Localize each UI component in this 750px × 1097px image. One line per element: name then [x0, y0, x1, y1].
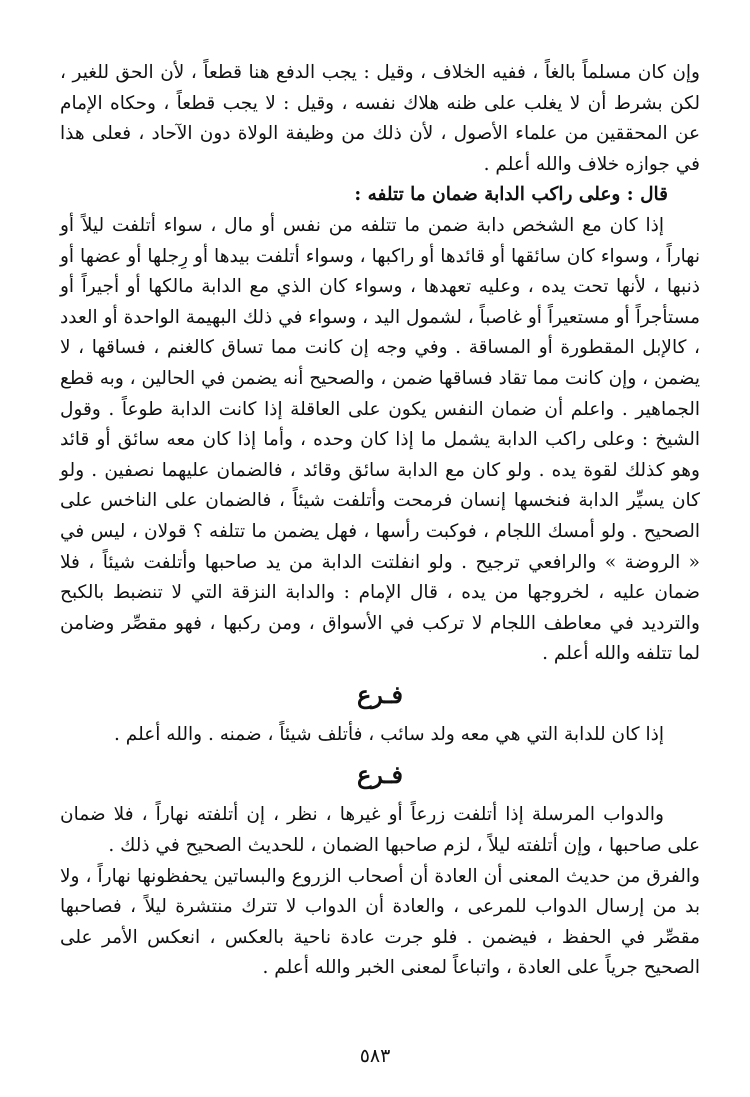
paragraph-opening: وإن كان مسلماً بالغاً ، ففيه الخلاف ، وقيل : يجب الدفع هنا قطعاً ، لأن الحق للغير ، لكن بشرط أن لا يغلب على ظنه هلاك نفسه ، وقيل : لا يجب قطعاً ، وحكاه الإمام عن المحققين من علماء الأصول ، لأن ذلك من وظيفة الولاة دون الآحاد ، فعلى هذا في جوازه خلاف والله أعلم .	[60, 62, 700, 175]
section-title: قال : وعلى راكب الدابة ضمان ما تتلفه :	[354, 184, 668, 206]
page-number: ٥٨٣	[359, 1045, 391, 1067]
paragraph-rider-liability: إذا كان مع الشخص دابة ضمن ما تتلفه من نفس أو مال ، سواء أتلفت ليلاً أو نهاراً ، وسواء كان سائقها أو قائدها أو راكبها ، وسواء أتلفت بيدها أو رِجلها أو عضها أو ذنبها ، لأنها تحت يده ، وعليه تعهدها ، وسواء كان الذي مع الدابة مالكها أو أجيراً أو مستأجراً أو مستعيراً أو غاصباً ، لشمول اليد ، وسواء في ذلك البهيمة الواحدة أو العدد ، كالإبل المقطورة أو المساقة . وفي وجه إن كانت مما تساق كالغنم ، فساقها ، لا يضمن ، وإن كانت مما تقاد فساقها ضمن ، والصحيح أنه يضمن في الحالين ، وبه قطع الجماهير . واعلم أن ضمان النفس يكون على العاقلة إذا كانت الدابة طوعاً . وقول الشيخ : وعلى راكب الدابة يشمل ما إذا كان وحده ، وأما إذا كان معه سائق أو قائد وهو كذلك لقوة يده . ولو كان مع الدابة سائق وقائد ، فالضمان عليهما نصفين . ولو كان يسيِّر الدابة فنخسها إنسان فرمحت وأتلفت شيئاً ، فالضمان على الناخس على الصحيح . ولو أمسك اللجام ، فوكبت رأسها ، فهل يضمن ما تتلفه ؟ قولان ، ليس في « الروضة » والرافعي ترجيح . ولو انفلتت الدابة من يد صاحبها وأتلفت شيئاً ، فلا ضمان عليه ، لخروجها من يده ، قال الإمام : والدابة النزقة التي لا تنضبط بالكبح والترديد في معاطف اللجام لا تركب في الأسواق ، ومن ركبها ، فهو مقصِّر وضامن لما تتلفه والله أعلم .	[60, 214, 700, 665]
page-body	[60, 58, 700, 984]
paragraph-distinction: والفرق من حديث المعنى أن العادة أن أصحاب الزروع والبساتين يحفظونها نهاراً ، ولا بد من إرسال الدواب للمرعى ، والعادة أن الدواب لا تترك منتشرة ليلاً ، فصاحبها مقصِّر في الحفظ ، فيضمن . فلو جرت عادة ناحية بالعكس ، انعكس الأمر على الصحيح جرياً على العادة ، واتباعاً لمعنى الخبر والله أعلم .	[60, 865, 700, 979]
paragraph-released-animals: والدواب المرسلة إذا أتلفت زرعاً أو غيرها ، نظر ، إن أتلفته نهاراً ، فلا ضمان على صاحبها ، وإن أتلفته ليلاً ، لزم صاحبها الضمان ، للحديث الصحيح في ذلك .	[60, 804, 700, 857]
branch-heading-1: فـرع	[356, 679, 404, 709]
branch-heading-2: فـرع	[356, 760, 404, 790]
paragraph-offspring: إذا كان للدابة التي هي معه ولد سائب ، فأتلف شيئاً ، ضمنه . والله أعلم .	[114, 723, 664, 745]
